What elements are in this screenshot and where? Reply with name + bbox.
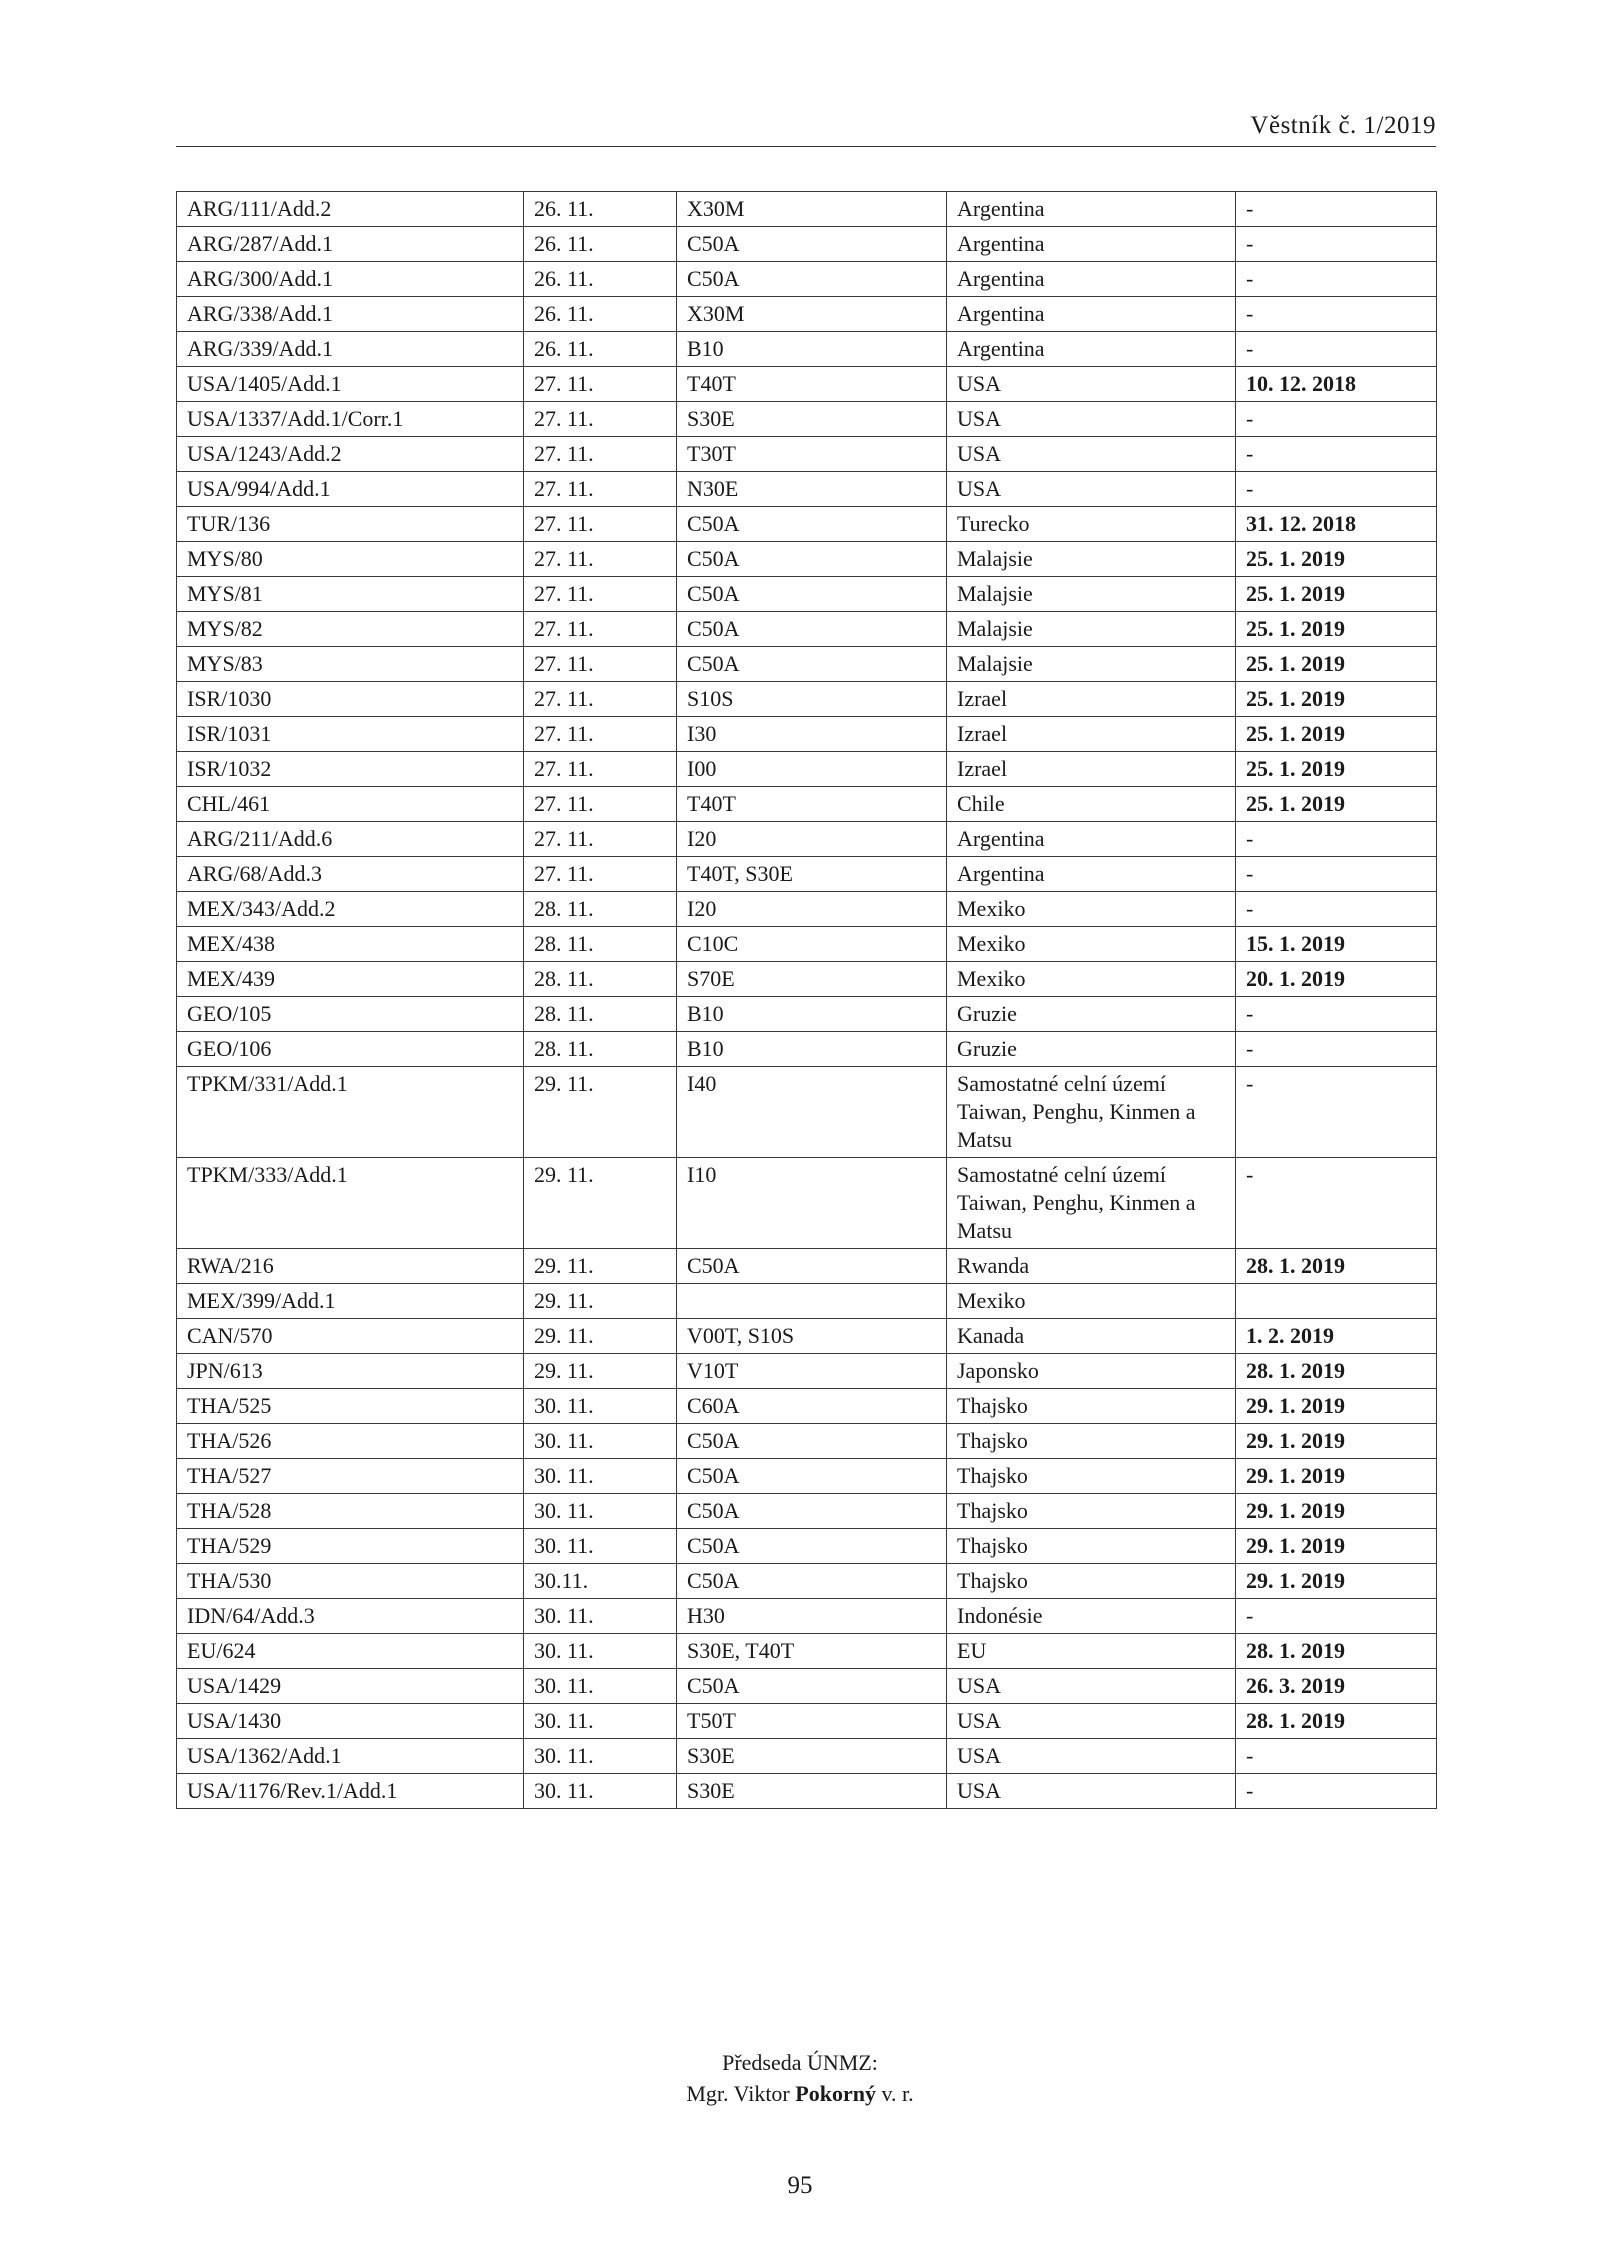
country-cell: Izrael bbox=[947, 682, 1236, 717]
date-cell: 30. 11. bbox=[524, 1494, 677, 1529]
table-row bbox=[177, 1424, 1437, 1459]
ics-code-cell: C50A bbox=[677, 227, 947, 262]
deadline-cell: 28. 1. 2019 bbox=[1236, 1354, 1437, 1389]
deadline-cell: 25. 1. 2019 bbox=[1236, 647, 1437, 682]
deadline-cell: 29. 1. 2019 bbox=[1236, 1529, 1437, 1564]
table-row bbox=[177, 1599, 1437, 1634]
table-row bbox=[177, 542, 1437, 577]
table-row bbox=[177, 892, 1437, 927]
ics-code-cell: V10T bbox=[677, 1354, 947, 1389]
notification-id-cell: ARG/338/Add.1 bbox=[177, 297, 524, 332]
bulletin-title: Věstník č. 1/2019 bbox=[1250, 112, 1436, 139]
date-cell: 29. 11. bbox=[524, 1319, 677, 1354]
date-cell: 27. 11. bbox=[524, 682, 677, 717]
table-row bbox=[177, 927, 1437, 962]
table-row bbox=[177, 1354, 1437, 1389]
table-row bbox=[177, 192, 1437, 227]
table-row bbox=[177, 437, 1437, 472]
table-row bbox=[177, 1158, 1437, 1249]
country-cell: Gruzie bbox=[947, 1032, 1236, 1067]
notification-id-cell: THA/528 bbox=[177, 1494, 524, 1529]
signature-title-prefix: Mgr. bbox=[686, 2081, 729, 2106]
deadline-cell: 29. 1. 2019 bbox=[1236, 1389, 1437, 1424]
notification-id-cell: MYS/82 bbox=[177, 612, 524, 647]
table-row bbox=[177, 1319, 1437, 1354]
table-row bbox=[177, 997, 1437, 1032]
deadline-cell: - bbox=[1236, 472, 1437, 507]
ics-code-cell: B10 bbox=[677, 997, 947, 1032]
ics-code-cell: S30E bbox=[677, 1739, 947, 1774]
country-cell: Argentina bbox=[947, 227, 1236, 262]
table-row bbox=[177, 787, 1437, 822]
table-row bbox=[177, 1739, 1437, 1774]
date-cell: 27. 11. bbox=[524, 402, 677, 437]
table-row bbox=[177, 1669, 1437, 1704]
country-cell: Samostatné celní území Taiwan, Penghu, Kinmen a Matsu bbox=[947, 1067, 1236, 1158]
table-row bbox=[177, 1284, 1437, 1319]
ics-code-cell: C50A bbox=[677, 1424, 947, 1459]
deadline-cell: - bbox=[1236, 857, 1437, 892]
deadline-cell: 25. 1. 2019 bbox=[1236, 717, 1437, 752]
table-row bbox=[177, 752, 1437, 787]
table-row bbox=[177, 367, 1437, 402]
date-cell: 28. 11. bbox=[524, 1032, 677, 1067]
deadline-cell: - bbox=[1236, 1739, 1437, 1774]
ics-code-cell: T30T bbox=[677, 437, 947, 472]
date-cell: 30. 11. bbox=[524, 1774, 677, 1809]
notification-id-cell: USA/994/Add.1 bbox=[177, 472, 524, 507]
ics-code-cell: C50A bbox=[677, 1494, 947, 1529]
table-row bbox=[177, 227, 1437, 262]
notification-id-cell: GEO/106 bbox=[177, 1032, 524, 1067]
date-cell: 27. 11. bbox=[524, 437, 677, 472]
country-cell: Thajsko bbox=[947, 1564, 1236, 1599]
date-cell: 27. 11. bbox=[524, 367, 677, 402]
notification-id-cell: CAN/570 bbox=[177, 1319, 524, 1354]
notification-id-cell: TUR/136 bbox=[177, 507, 524, 542]
date-cell: 27. 11. bbox=[524, 577, 677, 612]
notification-id-cell: MEX/439 bbox=[177, 962, 524, 997]
deadline-cell: 25. 1. 2019 bbox=[1236, 612, 1437, 647]
country-cell: Malajsie bbox=[947, 647, 1236, 682]
country-cell: Argentina bbox=[947, 262, 1236, 297]
ics-code-cell: C50A bbox=[677, 542, 947, 577]
ics-code-cell: C50A bbox=[677, 612, 947, 647]
notification-id-cell: USA/1429 bbox=[177, 1669, 524, 1704]
country-cell: Chile bbox=[947, 787, 1236, 822]
date-cell: 26. 11. bbox=[524, 262, 677, 297]
country-cell: Argentina bbox=[947, 192, 1236, 227]
signature-surname: Pokorný bbox=[795, 2081, 876, 2106]
deadline-cell: 25. 1. 2019 bbox=[1236, 682, 1437, 717]
country-cell: Malajsie bbox=[947, 612, 1236, 647]
deadline-cell: - bbox=[1236, 1774, 1437, 1809]
notification-id-cell: USA/1430 bbox=[177, 1704, 524, 1739]
table-row bbox=[177, 1067, 1437, 1158]
date-cell: 27. 11. bbox=[524, 647, 677, 682]
date-cell: 30. 11. bbox=[524, 1529, 677, 1564]
deadline-cell: - bbox=[1236, 227, 1437, 262]
table-row bbox=[177, 717, 1437, 752]
ics-code-cell: I00 bbox=[677, 752, 947, 787]
date-cell: 28. 11. bbox=[524, 927, 677, 962]
country-cell: EU bbox=[947, 1634, 1236, 1669]
date-cell: 30.11. bbox=[524, 1564, 677, 1599]
date-cell: 27. 11. bbox=[524, 752, 677, 787]
page-number: 95 bbox=[787, 2172, 813, 2199]
signature-suffix: v. r. bbox=[881, 2081, 914, 2106]
notification-id-cell: ARG/111/Add.2 bbox=[177, 192, 524, 227]
table-row bbox=[177, 1704, 1437, 1739]
country-cell: Mexiko bbox=[947, 927, 1236, 962]
table-row bbox=[177, 332, 1437, 367]
deadline-cell: 28. 1. 2019 bbox=[1236, 1704, 1437, 1739]
country-cell: Izrael bbox=[947, 717, 1236, 752]
country-cell: Argentina bbox=[947, 332, 1236, 367]
country-cell: Izrael bbox=[947, 752, 1236, 787]
deadline-cell: 29. 1. 2019 bbox=[1236, 1424, 1437, 1459]
country-cell: USA bbox=[947, 367, 1236, 402]
ics-code-cell: B10 bbox=[677, 332, 947, 367]
signature-name bbox=[0, 2081, 1600, 2107]
date-cell: 28. 11. bbox=[524, 892, 677, 927]
ics-code-cell: T40T bbox=[677, 787, 947, 822]
notification-id-cell: MEX/343/Add.2 bbox=[177, 892, 524, 927]
notification-id-cell: ARG/68/Add.3 bbox=[177, 857, 524, 892]
ics-code-cell: C50A bbox=[677, 1529, 947, 1564]
ics-code-cell: V00T, S10S bbox=[677, 1319, 947, 1354]
deadline-cell: 29. 1. 2019 bbox=[1236, 1494, 1437, 1529]
deadline-cell: - bbox=[1236, 1158, 1437, 1249]
ics-code-cell: S30E bbox=[677, 1774, 947, 1809]
ics-code-cell: S30E, T40T bbox=[677, 1634, 947, 1669]
country-cell: USA bbox=[947, 402, 1236, 437]
notification-id-cell: THA/527 bbox=[177, 1459, 524, 1494]
deadline-cell: 29. 1. 2019 bbox=[1236, 1459, 1437, 1494]
date-cell: 30. 11. bbox=[524, 1704, 677, 1739]
notification-id-cell: EU/624 bbox=[177, 1634, 524, 1669]
date-cell: 30. 11. bbox=[524, 1669, 677, 1704]
date-cell: 27. 11. bbox=[524, 857, 677, 892]
table-row bbox=[177, 857, 1437, 892]
date-cell: 27. 11. bbox=[524, 472, 677, 507]
date-cell: 27. 11. bbox=[524, 507, 677, 542]
ics-code-cell bbox=[677, 1284, 947, 1319]
deadline-cell: 10. 12. 2018 bbox=[1236, 367, 1437, 402]
notification-id-cell: MYS/80 bbox=[177, 542, 524, 577]
deadline-cell: - bbox=[1236, 262, 1437, 297]
notification-id-cell: ARG/300/Add.1 bbox=[177, 262, 524, 297]
notification-id-cell: ARG/339/Add.1 bbox=[177, 332, 524, 367]
signature-role: Předseda ÚNMZ: bbox=[722, 2050, 878, 2075]
deadline-cell: 29. 1. 2019 bbox=[1236, 1564, 1437, 1599]
notification-id-cell: CHL/461 bbox=[177, 787, 524, 822]
date-cell: 28. 11. bbox=[524, 997, 677, 1032]
table-row bbox=[177, 577, 1437, 612]
deadline-cell: - bbox=[1236, 1032, 1437, 1067]
ics-code-cell: S70E bbox=[677, 962, 947, 997]
date-cell: 28. 11. bbox=[524, 962, 677, 997]
ics-code-cell: C50A bbox=[677, 1669, 947, 1704]
deadline-cell: - bbox=[1236, 1599, 1437, 1634]
deadline-cell: - bbox=[1236, 1067, 1437, 1158]
country-cell: Mexiko bbox=[947, 892, 1236, 927]
ics-code-cell: I40 bbox=[677, 1067, 947, 1158]
country-cell: Thajsko bbox=[947, 1494, 1236, 1529]
table-row bbox=[177, 1564, 1437, 1599]
ics-code-cell: I10 bbox=[677, 1158, 947, 1249]
country-cell: Kanada bbox=[947, 1319, 1236, 1354]
table-row bbox=[177, 297, 1437, 332]
notification-id-cell: USA/1337/Add.1/Corr.1 bbox=[177, 402, 524, 437]
notification-id-cell: JPN/613 bbox=[177, 1354, 524, 1389]
deadline-cell: 20. 1. 2019 bbox=[1236, 962, 1437, 997]
date-cell: 29. 11. bbox=[524, 1067, 677, 1158]
ics-code-cell: C60A bbox=[677, 1389, 947, 1424]
table-row bbox=[177, 612, 1437, 647]
ics-code-cell: C50A bbox=[677, 1564, 947, 1599]
ics-code-cell: T40T, S30E bbox=[677, 857, 947, 892]
country-cell: Thajsko bbox=[947, 1389, 1236, 1424]
deadline-cell: - bbox=[1236, 822, 1437, 857]
deadline-cell bbox=[1236, 1284, 1437, 1319]
ics-code-cell: X30M bbox=[677, 297, 947, 332]
ics-code-cell: S30E bbox=[677, 402, 947, 437]
notifications-table bbox=[176, 191, 1437, 1809]
notification-id-cell: TPKM/331/Add.1 bbox=[177, 1067, 524, 1158]
deadline-cell: 1. 2. 2019 bbox=[1236, 1319, 1437, 1354]
notification-id-cell: ISR/1031 bbox=[177, 717, 524, 752]
country-cell: USA bbox=[947, 437, 1236, 472]
table-row bbox=[177, 472, 1437, 507]
table-row bbox=[177, 682, 1437, 717]
deadline-cell: 31. 12. 2018 bbox=[1236, 507, 1437, 542]
date-cell: 29. 11. bbox=[524, 1354, 677, 1389]
table-row bbox=[177, 1032, 1437, 1067]
notification-id-cell: ARG/211/Add.6 bbox=[177, 822, 524, 857]
country-cell: Japonsko bbox=[947, 1354, 1236, 1389]
notification-id-cell: MYS/81 bbox=[177, 577, 524, 612]
country-cell: USA bbox=[947, 1669, 1236, 1704]
notification-id-cell: MEX/399/Add.1 bbox=[177, 1284, 524, 1319]
notification-id-cell: IDN/64/Add.3 bbox=[177, 1599, 524, 1634]
deadline-cell: - bbox=[1236, 297, 1437, 332]
table-row bbox=[177, 962, 1437, 997]
deadline-cell: - bbox=[1236, 402, 1437, 437]
date-cell: 27. 11. bbox=[524, 612, 677, 647]
table-row bbox=[177, 1634, 1437, 1669]
deadline-cell: 25. 1. 2019 bbox=[1236, 542, 1437, 577]
notification-id-cell: USA/1243/Add.2 bbox=[177, 437, 524, 472]
ics-code-cell: C10C bbox=[677, 927, 947, 962]
country-cell: Mexiko bbox=[947, 1284, 1236, 1319]
deadline-cell: - bbox=[1236, 997, 1437, 1032]
table-row bbox=[177, 262, 1437, 297]
country-cell: Argentina bbox=[947, 297, 1236, 332]
country-cell: Mexiko bbox=[947, 962, 1236, 997]
deadline-cell: - bbox=[1236, 332, 1437, 367]
ics-code-cell: N30E bbox=[677, 472, 947, 507]
notification-id-cell: ISR/1032 bbox=[177, 752, 524, 787]
country-cell: Malajsie bbox=[947, 577, 1236, 612]
notification-id-cell: THA/526 bbox=[177, 1424, 524, 1459]
table-row bbox=[177, 402, 1437, 437]
country-cell: Turecko bbox=[947, 507, 1236, 542]
notification-id-cell: MYS/83 bbox=[177, 647, 524, 682]
date-cell: 26. 11. bbox=[524, 192, 677, 227]
deadline-cell: - bbox=[1236, 892, 1437, 927]
ics-code-cell: I20 bbox=[677, 822, 947, 857]
notification-id-cell: RWA/216 bbox=[177, 1249, 524, 1284]
ics-code-cell: C50A bbox=[677, 1249, 947, 1284]
date-cell: 29. 11. bbox=[524, 1249, 677, 1284]
country-cell: USA bbox=[947, 1774, 1236, 1809]
country-cell: Gruzie bbox=[947, 997, 1236, 1032]
date-cell: 29. 11. bbox=[524, 1284, 677, 1319]
date-cell: 27. 11. bbox=[524, 822, 677, 857]
deadline-cell: 26. 3. 2019 bbox=[1236, 1669, 1437, 1704]
date-cell: 27. 11. bbox=[524, 542, 677, 577]
table-row bbox=[177, 507, 1437, 542]
notification-id-cell: THA/529 bbox=[177, 1529, 524, 1564]
table-row bbox=[177, 822, 1437, 857]
country-cell: Malajsie bbox=[947, 542, 1236, 577]
date-cell: 30. 11. bbox=[524, 1739, 677, 1774]
notification-id-cell: THA/525 bbox=[177, 1389, 524, 1424]
country-cell: USA bbox=[947, 472, 1236, 507]
country-cell: Rwanda bbox=[947, 1249, 1236, 1284]
deadline-cell: 28. 1. 2019 bbox=[1236, 1249, 1437, 1284]
date-cell: 30. 11. bbox=[524, 1424, 677, 1459]
deadline-cell: 25. 1. 2019 bbox=[1236, 752, 1437, 787]
ics-code-cell: C50A bbox=[677, 1459, 947, 1494]
notification-id-cell: GEO/105 bbox=[177, 997, 524, 1032]
notification-id-cell: ARG/287/Add.1 bbox=[177, 227, 524, 262]
date-cell: 30. 11. bbox=[524, 1459, 677, 1494]
ics-code-cell: X30M bbox=[677, 192, 947, 227]
header-divider bbox=[176, 146, 1436, 147]
notification-id-cell: MEX/438 bbox=[177, 927, 524, 962]
ics-code-cell: B10 bbox=[677, 1032, 947, 1067]
ics-code-cell: C50A bbox=[677, 262, 947, 297]
table-row bbox=[177, 1529, 1437, 1564]
ics-code-cell: S10S bbox=[677, 682, 947, 717]
signature-first-name: Viktor bbox=[733, 2081, 790, 2106]
table-row bbox=[177, 1249, 1437, 1284]
table-row bbox=[177, 1459, 1437, 1494]
country-cell: Argentina bbox=[947, 822, 1236, 857]
table-row bbox=[177, 1774, 1437, 1809]
deadline-cell: 28. 1. 2019 bbox=[1236, 1634, 1437, 1669]
notification-id-cell: ISR/1030 bbox=[177, 682, 524, 717]
notification-id-cell: TPKM/333/Add.1 bbox=[177, 1158, 524, 1249]
deadline-cell: 25. 1. 2019 bbox=[1236, 577, 1437, 612]
deadline-cell: 25. 1. 2019 bbox=[1236, 787, 1437, 822]
ics-code-cell: T50T bbox=[677, 1704, 947, 1739]
country-cell: USA bbox=[947, 1739, 1236, 1774]
country-cell: Samostatné celní území Taiwan, Penghu, Kinmen a Matsu bbox=[947, 1158, 1236, 1249]
ics-code-cell: C50A bbox=[677, 577, 947, 612]
date-cell: 29. 11. bbox=[524, 1158, 677, 1249]
country-cell: Argentina bbox=[947, 857, 1236, 892]
ics-code-cell: H30 bbox=[677, 1599, 947, 1634]
date-cell: 30. 11. bbox=[524, 1599, 677, 1634]
date-cell: 26. 11. bbox=[524, 332, 677, 367]
date-cell: 30. 11. bbox=[524, 1389, 677, 1424]
date-cell: 27. 11. bbox=[524, 787, 677, 822]
table-row bbox=[177, 1389, 1437, 1424]
country-cell: Thajsko bbox=[947, 1459, 1236, 1494]
deadline-cell: - bbox=[1236, 437, 1437, 472]
country-cell: Thajsko bbox=[947, 1424, 1236, 1459]
table-row bbox=[177, 1494, 1437, 1529]
notification-id-cell: USA/1405/Add.1 bbox=[177, 367, 524, 402]
ics-code-cell: C50A bbox=[677, 507, 947, 542]
country-cell: Indonésie bbox=[947, 1599, 1236, 1634]
country-cell: USA bbox=[947, 1704, 1236, 1739]
country-cell: Thajsko bbox=[947, 1529, 1236, 1564]
notification-id-cell: THA/530 bbox=[177, 1564, 524, 1599]
date-cell: 27. 11. bbox=[524, 717, 677, 752]
table-row bbox=[177, 647, 1437, 682]
deadline-cell: 15. 1. 2019 bbox=[1236, 927, 1437, 962]
notification-id-cell: USA/1176/Rev.1/Add.1 bbox=[177, 1774, 524, 1809]
notification-id-cell: USA/1362/Add.1 bbox=[177, 1739, 524, 1774]
date-cell: 26. 11. bbox=[524, 227, 677, 262]
ics-code-cell: I20 bbox=[677, 892, 947, 927]
date-cell: 30. 11. bbox=[524, 1634, 677, 1669]
ics-code-cell: T40T bbox=[677, 367, 947, 402]
deadline-cell: - bbox=[1236, 192, 1437, 227]
ics-code-cell: I30 bbox=[677, 717, 947, 752]
ics-code-cell: C50A bbox=[677, 647, 947, 682]
date-cell: 26. 11. bbox=[524, 297, 677, 332]
